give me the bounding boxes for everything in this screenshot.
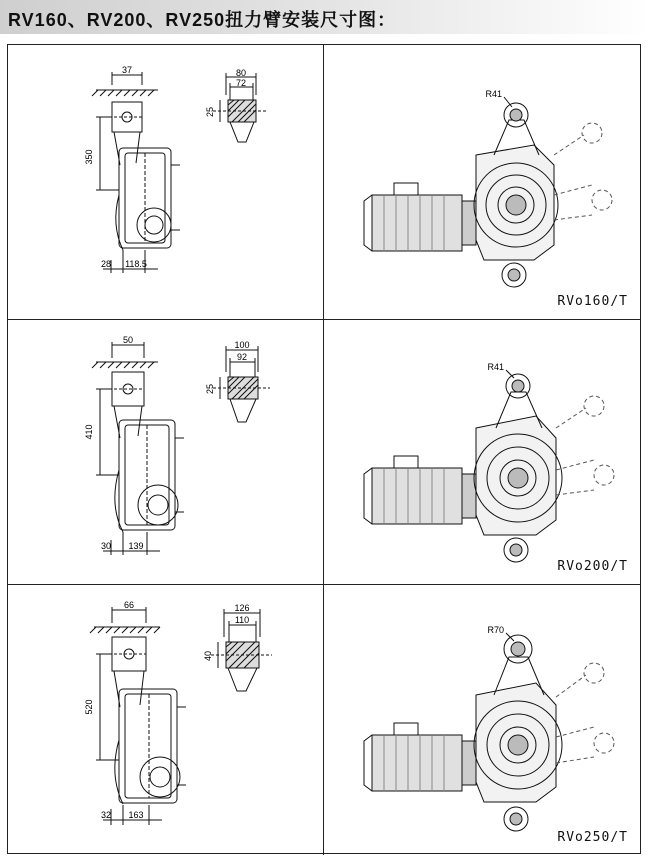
dim-top-label: 66	[123, 600, 135, 610]
dim-bottom-left-label: 30	[100, 541, 112, 551]
dim-top-label: 50	[122, 335, 134, 345]
row-3-perspective	[324, 585, 640, 855]
row-1-dimension-drawing	[8, 45, 324, 320]
detail-inner-label: 72	[235, 78, 247, 88]
detail-side-label: 25	[205, 383, 215, 395]
torque-arm-dimension-svg-1	[8, 45, 324, 320]
detail-outer-label: 80	[235, 68, 247, 78]
model-label: RVo200/T	[557, 559, 628, 574]
reducer-perspective-svg-2	[324, 320, 640, 585]
row-2-dimension-drawing	[8, 320, 324, 585]
model-label: RVo160/T	[557, 294, 628, 309]
page-title: RV160、RV200、RV250扭力臂安装尺寸图：	[8, 10, 397, 30]
detail-outer-label: 100	[234, 340, 250, 350]
dim-bottom-left-label: 28	[100, 259, 112, 269]
detail-inner-label: 92	[236, 352, 248, 362]
torque-arm-dimension-svg-3	[8, 585, 324, 855]
dim-bottom-right-label: 163	[128, 810, 144, 820]
reducer-perspective-svg-1	[324, 45, 640, 320]
dim-bottom-right-label: 118.5	[125, 259, 147, 269]
radius-label: R41	[485, 89, 502, 99]
dim-height-label: 520	[84, 699, 94, 715]
row-1-perspective	[324, 45, 640, 320]
dim-top-label: 37	[121, 65, 133, 75]
reducer-perspective-svg-3	[324, 585, 640, 855]
dim-height-label: 410	[84, 424, 94, 440]
radius-label: R41	[487, 362, 504, 372]
dim-bottom-right-label: 139	[128, 541, 144, 551]
detail-side-label: 40	[203, 650, 213, 662]
model-label: RVo250/T	[557, 830, 628, 845]
detail-side-label: 25	[205, 106, 215, 118]
drawing-table	[7, 44, 641, 854]
torque-arm-dimension-svg-2	[8, 320, 324, 585]
title-bar	[0, 0, 650, 34]
dim-height-label: 350	[84, 149, 94, 165]
radius-label: R70	[487, 625, 504, 635]
row-3-dimension-drawing	[8, 585, 324, 855]
row-2-perspective	[324, 320, 640, 585]
dim-bottom-left-label: 32	[100, 810, 112, 820]
detail-outer-label: 126	[234, 603, 250, 613]
detail-inner-label: 110	[234, 615, 250, 625]
